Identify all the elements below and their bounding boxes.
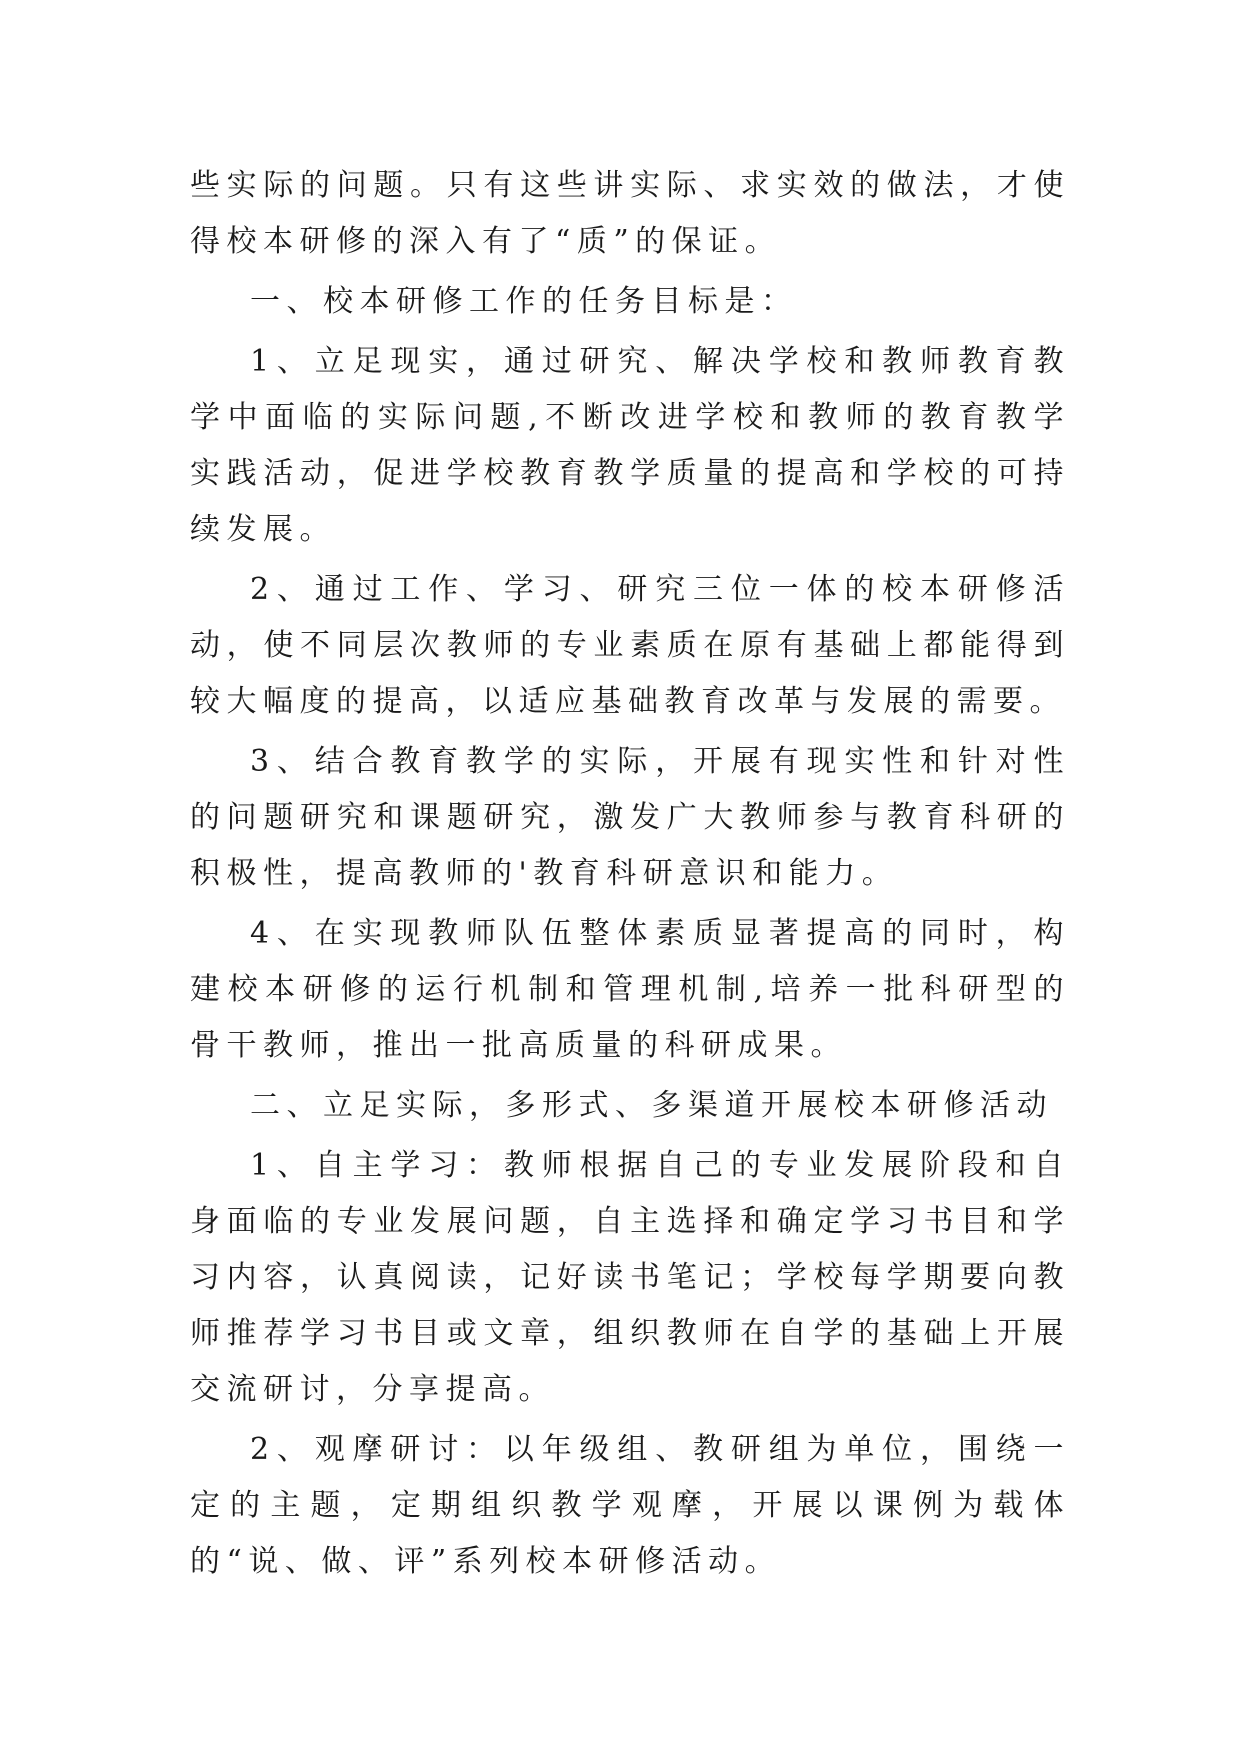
paragraph-goal-4: 4、在实现教师队伍整体素质显著提高的同时，构建校本研修的运行机制和管理机制,培养一批科研型的骨干教师，推出一批高质量的科研成果。: [190, 916, 1070, 1063]
paragraph-goal-1: 1、立足现实，通过研究、解决学校和教师教育教学中面临的实际问题,不断改进学校和教师的教育教学实践活动，促进学校教育教学质量的提高和学校的可持续发展。: [190, 344, 1070, 547]
paragraph-continuation: 些实际的问题。只有这些讲实际、求实效的做法，才使得校本研修的深入有了“质”的保证。: [190, 168, 1070, 259]
paragraph-activity-1: 1、自主学习：教师根据自己的专业发展阶段和自身面临的专业发展问题，自主选择和确定学习书目和学习内容，认真阅读，记好读书笔记；学校每学期要向教师推荐学习书目或文章，组织教师在自学的基础上开展交流研讨，分享提高。: [190, 1148, 1070, 1407]
paragraph-activity-2: 2、观摩研讨：以年级组、教研组为单位，围绕一定的主题，定期组织教学观摩，开展以课例为载体的“说、做、评”系列校本研修活动。: [190, 1432, 1070, 1579]
document-body: [190, 158, 1070, 1590]
paragraph-goal-3: 3、结合教育教学的实际，开展有现实性和针对性的问题研究和课题研究，激发广大教师参与教育科研的积极性，提高教师的'教育科研意识和能力。: [190, 744, 1070, 891]
section-heading-task-goals: 一、校本研修工作的任务目标是：: [250, 284, 798, 319]
section-heading-activities: 二、立足实际，多形式、多渠道开展校本研修活动: [250, 1088, 1053, 1123]
paragraph-goal-2: 2、通过工作、学习、研究三位一体的校本研修活动，使不同层次教师的专业素质在原有基础上都能得到较大幅度的提高，以适应基础教育改革与发展的需要。: [190, 572, 1070, 719]
